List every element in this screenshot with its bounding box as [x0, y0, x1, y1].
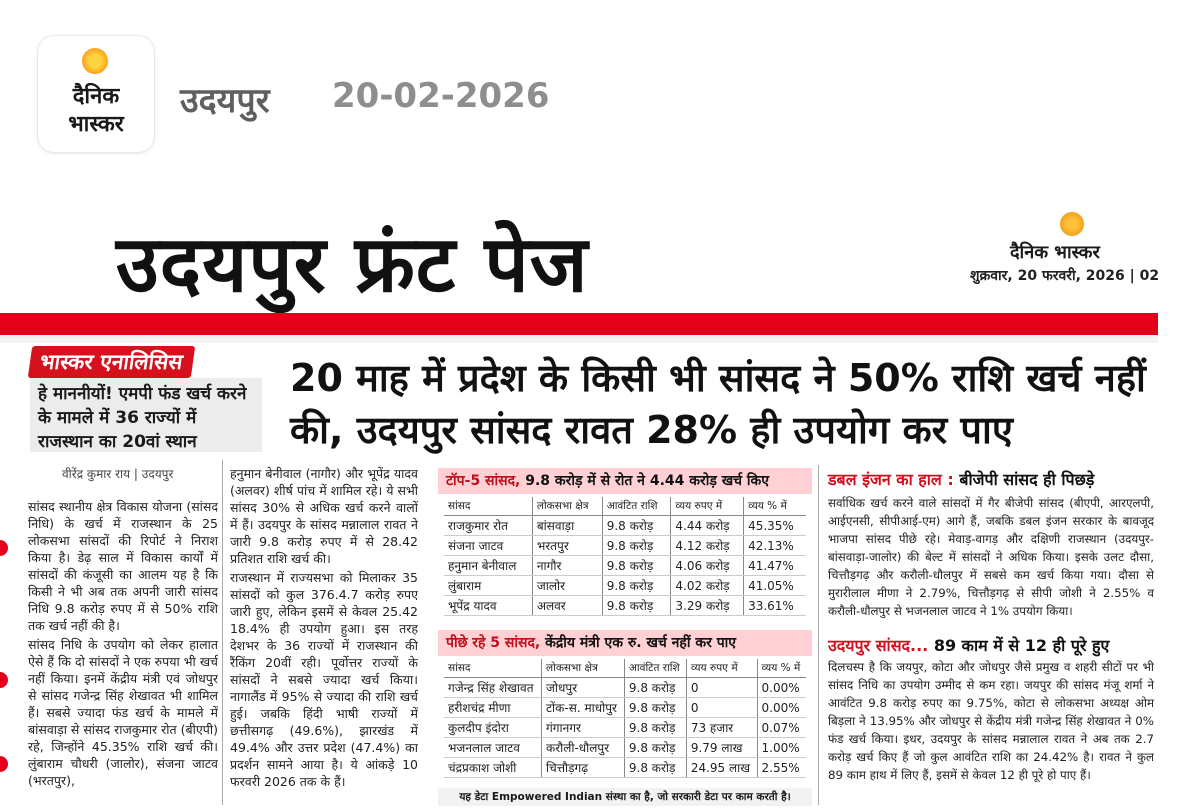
cell: 9.8 करोड़: [602, 596, 671, 616]
heading-red: उदयपुर सांसद...: [828, 636, 929, 655]
top5-title-black: 9.8 करोड़ में से रोत ने 4.44 करोड़ खर्च किए: [520, 473, 770, 489]
cell: नागौर: [532, 556, 602, 576]
cell: 4.12 करोड़: [671, 536, 744, 556]
cell: गंगानगर: [542, 718, 625, 738]
table-header: व्यय रुपए में: [686, 659, 757, 678]
margin-marker: [0, 672, 8, 688]
table-row: [444, 678, 806, 698]
edition-city: उदयपुर: [180, 81, 270, 121]
analysis-tag: भास्कर एनालिसिस: [28, 346, 195, 378]
cell: 2.55%: [757, 758, 806, 778]
table-header: सांसद: [444, 659, 542, 678]
cell: 41.47%: [744, 556, 806, 576]
cell: 9.8 करोड़: [624, 738, 686, 758]
cell: 0.00%: [757, 678, 806, 698]
cell: करौली-धौलपुर: [542, 738, 625, 758]
red-banner: [0, 313, 1158, 335]
cell: 4.06 करोड़: [671, 556, 744, 576]
table-row: [444, 596, 806, 616]
cell: 42.13%: [744, 536, 806, 556]
cell: 33.61%: [744, 596, 806, 616]
table-footnote: यह डेटा Empowered Indian संस्था का है, जो सरकारी डेटा पर काम करती है।: [438, 788, 812, 806]
sun-icon: [82, 48, 108, 74]
logo-line2: भास्कर: [68, 112, 124, 137]
margin-marker: [0, 756, 8, 772]
cell: 1.00%: [757, 738, 806, 758]
divider-strip: [0, 335, 1158, 343]
story-subhead: हे माननीयों! एमपी फंड खर्च करने के मामले में 36 राज्यों में राजस्थान का 20वां स्थान: [30, 378, 262, 452]
cell: 3.29 करोड़: [671, 596, 744, 616]
table-row: [444, 738, 806, 758]
cell: जालोर: [532, 576, 602, 596]
cell: जोधपुर: [542, 678, 625, 698]
cell: अलवर: [532, 596, 602, 616]
column-divider: [818, 465, 819, 805]
cell: 9.8 करोड़: [624, 718, 686, 738]
paragraph: सांसद स्थानीय क्षेत्र विकास योजना (सांसद निधि) के खर्च में राजस्थान के 25 लोकसभा सांसदों की रिपोर्ट ने निराश किया है। डेढ़ साल में विकास कार्यों में सांसदों की कंजूसी का आलम यह है कि किसी ने भी अब तक अपनी जारी सांसद निधि 9.8 करोड़ रुपए में से 50% राशि तक खर्च नहीं की है।: [28, 499, 218, 633]
table-header: आवंटित राशि: [602, 497, 671, 516]
paragraph: हनुमान बेनीवाल (नागौर) और भूपेंद्र यादव (अलवर) शीर्ष पांच में शामिल रहे। ये सभी सांसद 30% से अधिक खर्च करने वालों में हैं। उदयपुर के सांसद मन्नालाल रावत ने जारी 9.8 करोड़ रुपए में से 28.42 प्रतिशत राशि खर्च की।: [230, 466, 418, 566]
table-header: लोकसभा क्षेत्र: [532, 497, 602, 516]
cell: भजनलाल जाटव: [444, 738, 542, 758]
cell: 24.95 लाख: [686, 758, 757, 778]
cell: 41.05%: [744, 576, 806, 596]
table-row: [444, 758, 806, 778]
table-header: व्यय % में: [757, 659, 806, 678]
table-row: [444, 536, 806, 556]
cell: 9.8 करोड़: [602, 536, 671, 556]
cell: 0.00%: [757, 698, 806, 718]
cell: लुंबाराम: [444, 576, 532, 596]
story-column-2: [230, 465, 418, 805]
cell: 45.35%: [744, 516, 806, 536]
edition-date: 20-02-2026: [332, 76, 550, 116]
table-header: व्यय % में: [744, 497, 806, 516]
cell: 4.02 करोड़: [671, 576, 744, 596]
cell: चित्तौड़गढ़: [542, 758, 625, 778]
margin-marker: [0, 540, 8, 556]
cell: 9.8 करोड़: [602, 556, 671, 576]
page-title: उदयपुर फ्रंट पेज: [116, 220, 589, 310]
top5-title-red: टॉप-5 सांसद,: [446, 473, 521, 489]
table-row: [444, 576, 806, 596]
cell: 9.8 करोड़: [624, 758, 686, 778]
sidebar-text-2: दिलचस्प है कि जयपुर, कोटा और जोधपुर जैसे प्रमुख व शहरी सीटों पर भी सांसद निधि का उपयोग उम्मीद से कम रहा। जयपुर की सांसद मंजू शर्मा ने आवंटित 9.8 करोड़ रुपए का 9.75%, कोटा से लोकसभा अध्यक्ष ओम बिड़ला ने 13.95% और जोधपुर से केंद्रीय मंत्री गजेन्द्र सिंह शेखावत ने 0% फंड खर्च किया। इधर, उदयपुर के सांसद मन्नालाल रावत ने अब तक 2.7 करोड़ खर्च किए हैं जो कुल आवंटित राशि का 24.42% है। रावत ने कुल 89 काम हाथ में लिए हैं, इसमें से केवल 12 ही पूरे हो पाए हैं।: [828, 660, 1154, 782]
cell: 73 हजार: [686, 718, 757, 738]
cell: 9.8 करोड़: [624, 678, 686, 698]
table-header: व्यय रुपए में: [671, 497, 744, 516]
cell: भरतपुर: [532, 536, 602, 556]
logo-line1: दैनिक: [72, 84, 120, 109]
table-row: [444, 556, 806, 576]
bottom5-title-black: केंद्रीय मंत्री एक रु. खर्च नहीं कर पाए: [540, 635, 737, 651]
cell: हरीशचंद्र मीणा: [444, 698, 542, 718]
cell: गजेन्द्र सिंह शेखावत: [444, 678, 542, 698]
cell: राजकुमार रोत: [444, 516, 532, 536]
cell: संजना जाटव: [444, 536, 532, 556]
cell: 9.79 लाख: [686, 738, 757, 758]
paragraph: राजस्थान में राज्यसभा को मिलाकर 35 सांसदों को कुल 376.4.7 करोड़ रुपए जारी हुए, लेकिन इसमें से केवल 25.42 18.4% ही उपयोग हुआ। इस तरह देशभर के 36 राज्यों में राजस्थान की रैंकिंग 20वीं रही। पूर्वोत्तर राज्यों के सांसदों ने सबसे ज्यादा खर्च किया। नागालैंड में 95% से ज्यादा की राशि खर्च हुई। जबकि हिंदी भाषी राज्यों में छत्तीसगढ़ (49.6%), झारखंड में 49.4% और उत्तर प्रदेश (47.4%) का प्रदर्शन सामने आया है। ये आंकड़े 10 फरवरी 2026 तक के हैं।: [230, 570, 418, 789]
cell: 9.8 करोड़: [602, 516, 671, 536]
byline: वीरेंद्र कुमार राय | उदयपुर: [62, 467, 174, 481]
heading-red: डबल इंजन का हाल :: [828, 470, 954, 489]
top5-table-title: [438, 468, 812, 494]
sidebar-text-1: सर्वाधिक खर्च करने वाले सांसदों में गैर बीजेपी सांसद (बीएपी, आरएलपी, आईएनसी, सीपीआई-एम) आगे हैं, जबकि डबल इंजन सरकार के बावजूद भाजपा सांसद पीछे रहे। मेवाड़-वागड़ और दक्षिणी राजस्थान (उदयपुर-बांसवाड़ा-जालोर) की बेल्ट में सांसदों ने अधिक किया। इसके उलट दौसा, चित्तौड़गढ़ और करौली-धौलपुर में सबसे कम खर्च किया गया। दौसा से मुरारीलाल मीणा ने 2.79%, चित्तौड़गढ़ से सीपी जोशी ने 2.55% व करौली-धौलपुर से भजनलाल जाटव ने 1% उपयोग किया।: [828, 496, 1154, 618]
masthead-sun-icon: [1060, 212, 1084, 236]
bottom5-table: [444, 659, 806, 778]
table-row: [444, 516, 806, 536]
heading-black: बीजेपी सांसद ही पिछड़े: [953, 470, 1095, 489]
top5-table: [444, 497, 806, 616]
bottom5-title-red: पीछे रहे 5 सांसद,: [446, 635, 541, 651]
sidebar-heading-2: [828, 634, 1109, 656]
cell: 0.07%: [757, 718, 806, 738]
table-header: आवंटित राशि: [624, 659, 686, 678]
dainik-bhaskar-logo[interactable]: [38, 36, 154, 152]
table-header: सांसद: [444, 497, 532, 516]
cell: भूपेंद्र यादव: [444, 596, 532, 616]
paragraph: सांसद निधि के उपयोग को लेकर हालात ऐसे हैं कि दो सांसदों ने एक रुपया भी खर्च नहीं किया। इनमें केंद्रीय मंत्री एवं जोधपुर से सांसद गजेन्द्र सिंह शेखावत भी शामिल हैं। सबसे ज्यादा फंड खर्च के मामले में बांसवाड़ा से सांसद राजकुमार रोत (बीएपी) रहे, जिन्होंने 45.35% राशि खर्च की। लुंबाराम चौधरी (जालोर), संजना जाटव (भरतपुर),: [28, 637, 218, 788]
cell: कुलदीप इंदोरा: [444, 718, 542, 738]
cell: 0: [686, 678, 757, 698]
story-headline: 20 माह में प्रदेश के किसी भी सांसद ने 50% राशि खर्च नहीं की, उदयपुर सांसद रावत 28% ही उपयोग कर पाए: [290, 356, 1146, 452]
cell: हनुमान बेनीवाल: [444, 556, 532, 576]
table-row: [444, 718, 806, 738]
heading-black: 89 काम में से 12 ही पूरे हुए: [928, 636, 1110, 655]
story-column-1: [28, 498, 218, 803]
cell: 9.8 करोड़: [602, 576, 671, 596]
cell: टोंक-स. माधोपुर: [542, 698, 625, 718]
sidebar-heading-1: [828, 468, 1094, 490]
cell: 9.8 करोड़: [624, 698, 686, 718]
table-row: [444, 698, 806, 718]
cell: 4.44 करोड़: [671, 516, 744, 536]
masthead-date: शुक्रवार, 20 फरवरी, 2026 | 02: [970, 268, 1160, 284]
cell: बांसवाड़ा: [532, 516, 602, 536]
masthead-name: दैनिक भास्कर: [1010, 242, 1100, 263]
cell: 0: [686, 698, 757, 718]
cell: चंद्रप्रकाश जोशी: [444, 758, 542, 778]
bottom5-table-title: [438, 630, 812, 656]
column-divider: [222, 460, 223, 805]
table-header: लोकसभा क्षेत्र: [542, 659, 625, 678]
